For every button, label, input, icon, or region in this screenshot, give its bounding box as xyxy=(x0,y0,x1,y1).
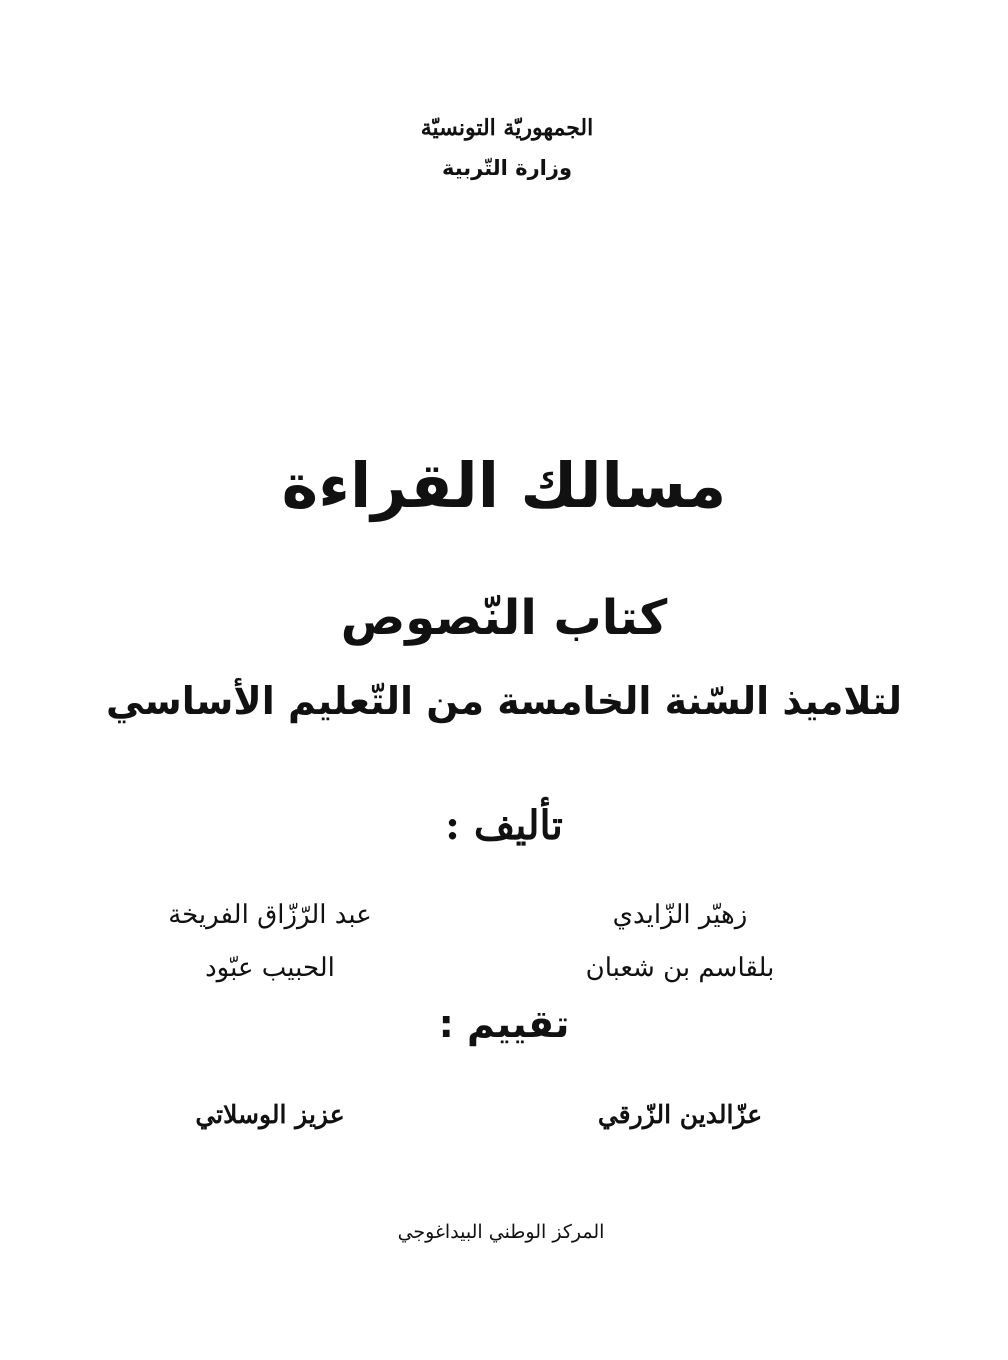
author-name: بلقاسم بن شعبان xyxy=(585,953,775,983)
book-subtitle: كتاب النّصوص xyxy=(340,590,668,646)
book-title: مسالك القراءة xyxy=(281,449,727,522)
country-name: الجمهوريّة التونسيّة xyxy=(420,115,594,141)
ministry-name: وزارة التّربية xyxy=(441,156,573,180)
target-audience: لتلاميذ السّنة الخامسة من التّعليم الأساسي xyxy=(105,679,903,723)
review-heading: تقييم : xyxy=(438,1002,570,1046)
reviewer-name: عزّالدين الزّرقي xyxy=(597,1100,763,1129)
author-name: عبد الرّزّاق الفريخة xyxy=(168,900,372,930)
publisher-name: المركز الوطني البيداغوجي xyxy=(397,1221,605,1243)
authors-heading: تأليف : xyxy=(445,802,563,849)
author-name: زهيّر الزّايدي xyxy=(612,900,748,930)
author-name: الحبيب عبّود xyxy=(205,953,335,983)
reviewer-name: عزيز الوسلاتي xyxy=(195,1100,345,1129)
